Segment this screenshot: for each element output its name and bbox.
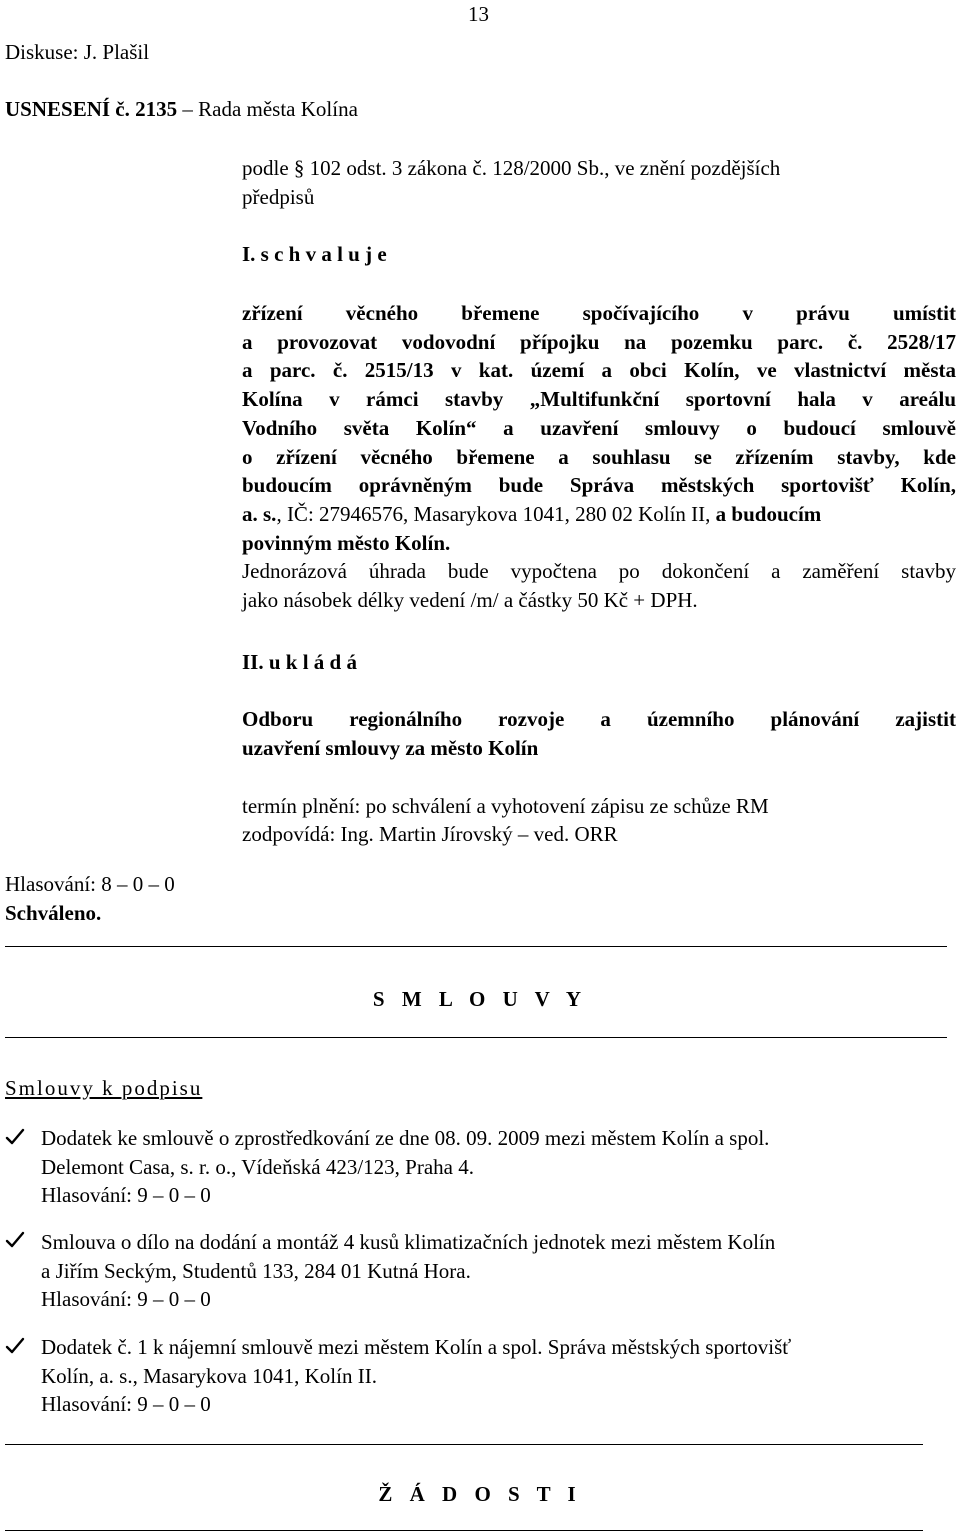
approved-label: Schváleno. (5, 901, 102, 925)
body-line: uzavření smlouvy za město Kolín (242, 735, 539, 760)
divider (5, 1444, 923, 1445)
contract-vote: Hlasování: 9 – 0 – 0 (41, 1287, 211, 1312)
divider (5, 1037, 947, 1038)
section-one-body (242, 299, 956, 500)
body-line: zřízení věcného břemene spočívajícího v právu umístit (242, 301, 956, 325)
resolution-title (5, 95, 358, 123)
checkmark-icon (5, 1336, 25, 1356)
list-item (41, 1333, 951, 1419)
section-two-heading: II. u k l á d á (242, 650, 357, 674)
divider (5, 1530, 923, 1531)
contracts-subheading: Smlouvy k podpisu (5, 1076, 203, 1100)
contract-line: Delemont Casa, s. r. o., Vídeňská 423/123, Praha 4. (41, 1154, 474, 1179)
contract-line: Dodatek č. 1 k nájemní smlouvě mezi městem Kolín a spol. Správa městských sportovišť (41, 1335, 792, 1359)
vote-result: Hlasování: 8 – 0 – 0 (5, 872, 175, 896)
contracts-heading: S M L O U V Y (372, 987, 588, 1011)
intro-line: předpisů (242, 184, 315, 209)
responsible-line: zodpovídá: Ing. Martin Jírovský – ved. ORR (242, 822, 618, 846)
intro-line: podle § 102 odst. 3 zákona č. 128/2000 Sb., ve znění pozdějších (242, 156, 781, 180)
checkmark-icon (5, 1230, 25, 1250)
body-line: Kolína v rámci stavby „Multifunkční sportovní hala v areálu (242, 387, 956, 412)
page-number: 13 (468, 2, 489, 26)
ic-line-cont: povinným město Kolín. (242, 530, 451, 555)
section-two-body (242, 705, 956, 762)
contract-line: Dodatek ke smlouvě o zprostředkování ze dne 08. 09. 2009 mezi městem Kolín a spol. (41, 1126, 770, 1150)
body-line: a provozovat vodovodní přípojku na pozemku parc. č. 2528/17 (242, 329, 956, 354)
ic-line (242, 500, 956, 529)
divider (5, 946, 947, 947)
checkmark-icon (5, 1127, 25, 1147)
resolution-number: USNESENÍ č. 2135 (5, 97, 178, 121)
ic-block (242, 500, 956, 615)
body-line: a parc. č. 2515/13 v kat. území a obci Kolín, ve vlastnictví města (242, 358, 956, 383)
discussion-line: Diskuse: J. Plašil (5, 40, 150, 64)
contract-line: Smlouva o dílo na dodání a montáž 4 kusů klimatizačních jednotek mezi městem Kolín (41, 1230, 776, 1254)
resolution-body: – Rada města Kolína (177, 97, 358, 121)
intro-text (242, 154, 956, 211)
section-one-heading: I. s c h v a l u j e (242, 242, 387, 266)
deadline-line: termín plnění: po schválení a vyhotovení zápisu ze schůze RM (242, 794, 769, 818)
ic-bold-end: a budoucím (715, 502, 822, 526)
list-item (41, 1124, 951, 1210)
contract-vote: Hlasování: 9 – 0 – 0 (41, 1183, 211, 1208)
body-line: Odboru regionálního rozvoje a územního plánování zajistit (242, 707, 956, 731)
contract-vote: Hlasování: 9 – 0 – 0 (41, 1392, 211, 1417)
ic-bold-start: a. s. (242, 502, 277, 526)
list-item (41, 1228, 951, 1314)
ic-normal: , IČ: 27946576, Masarykova 1041, 280 02 Kolín II, (276, 502, 716, 526)
body-line: Vodního světa Kolín“ a uzavření smlouvy o budoucí smlouvě (242, 415, 956, 440)
body-line: o zřízení věcného břemene a souhlasu se zřízením stavby, kde (242, 444, 956, 469)
payment-line: Jednorázová úhrada bude vypočtena po dokončení a zaměření stavby (242, 559, 956, 584)
contract-line: Kolín, a. s., Masarykova 1041, Kolín II. (41, 1363, 377, 1388)
requests-heading: Ž Á D O S T I (378, 1482, 582, 1506)
contract-line: a Jiřím Seckým, Studentů 133, 284 01 Kutná Hora. (41, 1258, 471, 1283)
body-line: budoucím oprávněným bude Správa městských sportovišť Kolín, (242, 473, 956, 498)
payment-line: jako násobek délky vedení /m/ a částky 50 Kč + DPH. (242, 588, 698, 613)
